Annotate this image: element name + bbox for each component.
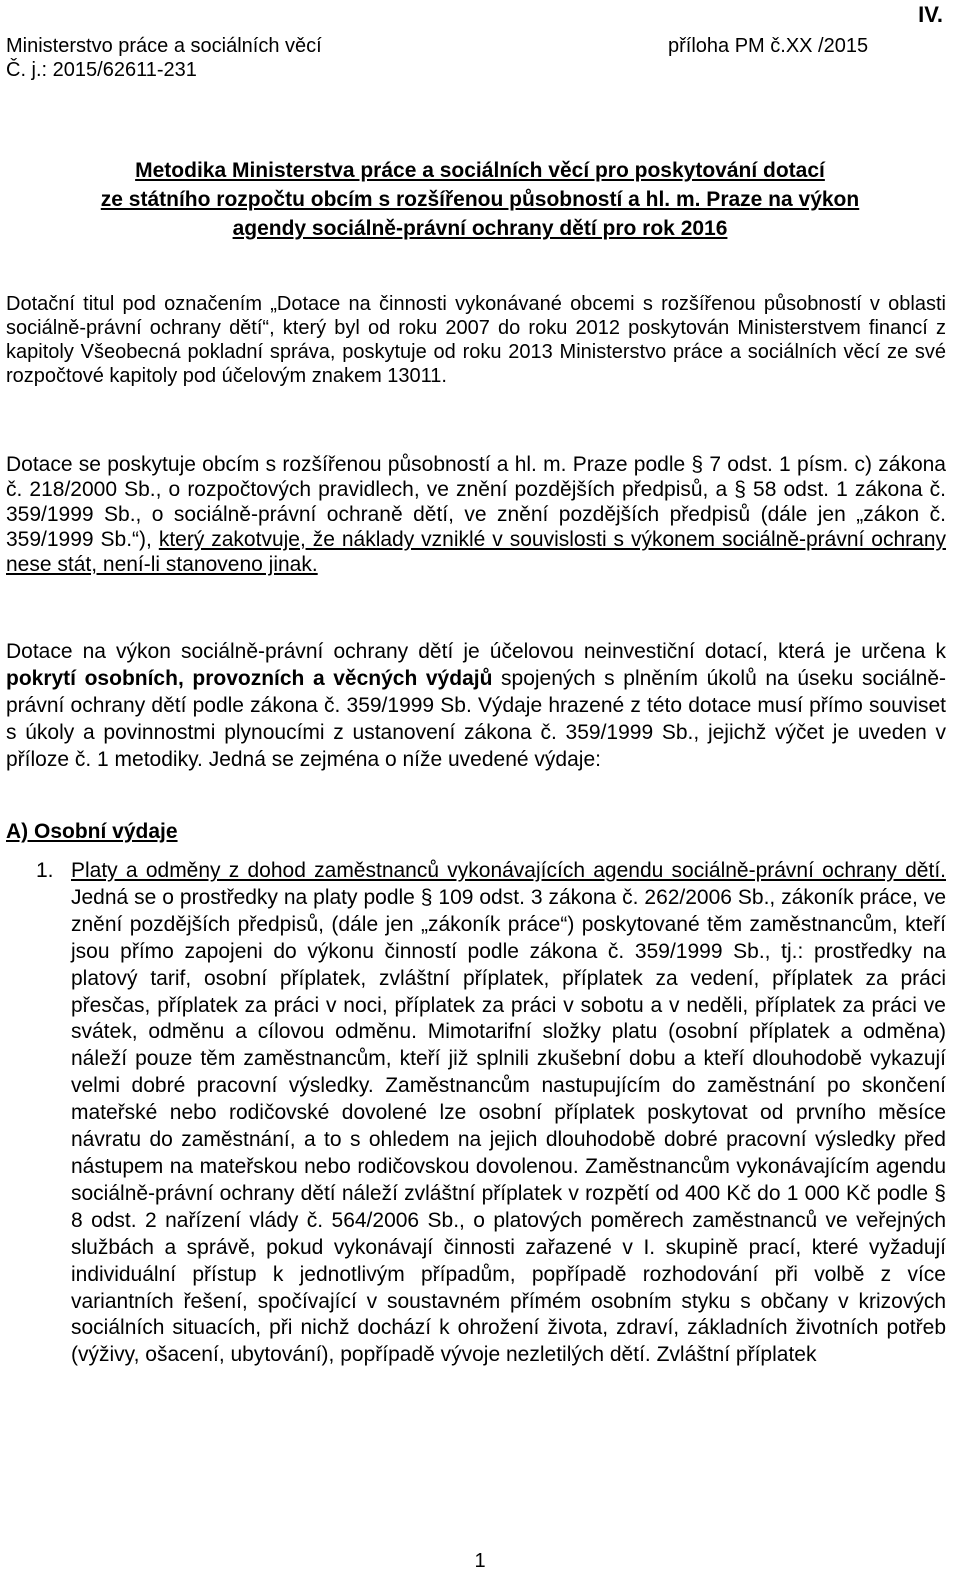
page-number: 1 <box>474 1550 486 1572</box>
paragraph-legal-basis <box>6 452 946 577</box>
attachment-label: příloha PM č.XX /2015 <box>668 35 869 57</box>
ministry-name: Ministerstvo práce a sociálních věcí <box>6 35 322 57</box>
title-line-3: agendy sociálně-právní ochrany dětí pro rok 2016 <box>232 217 728 240</box>
title-line-1: Metodika Ministerstva práce a sociálních věcí pro poskytování dotací <box>135 159 825 182</box>
paragraph-subsidy-title: Dotační titul pod označením „Dotace na činnosti vykonávané obcemi s rozšířenou působností v oblasti sociálně-právní ochrany dětí“, který byl od roku 2007 do roku 2012 poskytován Ministerstvem financí z kapitoly Všeobecná pokladní správa, poskytuje od roku 2013 Ministerstvo práce a sociálních věcí ze své rozpočtové kapitoly pod účelovým znakem 13011. <box>6 293 946 387</box>
purpose-bold: pokrytí osobních, provozních a věcných výdajů <box>6 667 493 690</box>
attachment-roman-numeral: IV. <box>918 2 943 27</box>
list-item-text: Jedná se o prostředky na platy podle § 109 odst. 3 zákona č. 262/2006 Sb., zákoník práce, ve znění pozdějších předpisů, (dále jen „zákoník práce“) poskytované těm zaměstnancům, kteří jsou přímo zapojeni do výkonu činností podle zákona č. 359/1999 Sb., tj.: prostředky na platový tarif, osobní příplatek, zvláštní příplatek, příplatek za vedení, příplatek za práci přesčas, příplatek za práci v noci, příplatek za práci v sobotu a v neděli, příplatek za práci ve svátek, odměnu a cílovou odměnu. Mimotarifní složky platu (osobní příplatek a odměna) náleží pouze těm zaměstnancům, kteří již splnili zkušební dobu a kteří dlouhodobě vykazují velmi dobré pracovní výsledky. Zaměstnancům nastupujícím do zaměstnání po skončení mateřské nebo rodičovské dovolené lze osobní příplatek poskytovat od prvního měsíce návratu do zaměstnání, a to s ohledem na jejich dlouhodobě dobré pracovní výsledky před nástupem na mateřskou nebo rodičovskou dovolenou. Zaměstnancům vykonávajícím agendu sociálně-právní ochrany dětí náleží zvláštní příplatek v rozpětí od 400 Kč do 1 000 Kč podle § 8 odst. 2 nařízení vlády č. 564/2006 Sb., o platových poměrech zaměstnanců ve veřejných službách a správě, pokud vykonávají činnosti zařazené v I. skupině prací, které vyžadují individuální přístup k jednotlivým případům, popřípadě rozhodování při volbě z více variantních řešení, spočívající v soustavném přímém osobním styku s občany v krizových sociálních situacích, při nichž dochází k ohrožení života, zdraví, základních životních potřeb (výživy, ošacení, ubytování), popřípadě vývoje nezletilých dětí. Zvláštní příplatek <box>71 885 946 1367</box>
legal-basis-text: Dotace se poskytuje obcím s rozšířenou působností a hl. m. Praze podle § 7 odst. 1 písm. c) zákona č. 218/2000 Sb., o rozpočtových pravidlech, ve znění pozdějších předpisů, a § 58 odst. 1 zákona č. 359/1999 Sb., o sociálně-právní ochraně dětí, ve znění pozdějších předpisů (dále jen „zákon č. 359/1999 Sb.“), <box>6 453 946 551</box>
title-line-2: ze státního rozpočtu obcím s rozšířenou působností a hl. m. Praze na výkon <box>100 188 860 211</box>
document-title <box>0 156 960 243</box>
list-item-number: 1. <box>36 859 54 882</box>
purpose-text-end: spojených s plněním úkolů na úseku sociálně-právní ochrany dětí podle zákona č. 359/1999 Sb. Výdaje hrazené z této dotace musí přímo souviset s úkoly a povinnostmi plynoucími z ustanovení zákona č. 359/1999 Sb., jejichž výčet je uveden v příloze č. 1 metodiky. Jedná se zejména o níže uvedené výdaje: <box>6 667 946 771</box>
list-item-underlined: Platy a odměny z dohod zaměstnanců vykonávajících agendu sociálně-právní ochrany dětí. <box>71 859 946 882</box>
section-heading-personal-expenses: A) Osobní výdaje <box>6 820 178 843</box>
legal-basis-underlined: který zakotvuje, že náklady vzniklé v souvislosti s výkonem sociálně-právní ochrany nese stát, není-li stanoveno jinak. <box>6 528 946 576</box>
reference-number: Č. j.: 2015/62611-231 <box>6 59 197 81</box>
purpose-text-start: Dotace na výkon sociálně-právní ochrany dětí je účelovou neinvestiční dotací, která je určena k <box>6 640 946 663</box>
paragraph-purpose <box>6 638 946 773</box>
list-item-salaries <box>71 858 946 1369</box>
